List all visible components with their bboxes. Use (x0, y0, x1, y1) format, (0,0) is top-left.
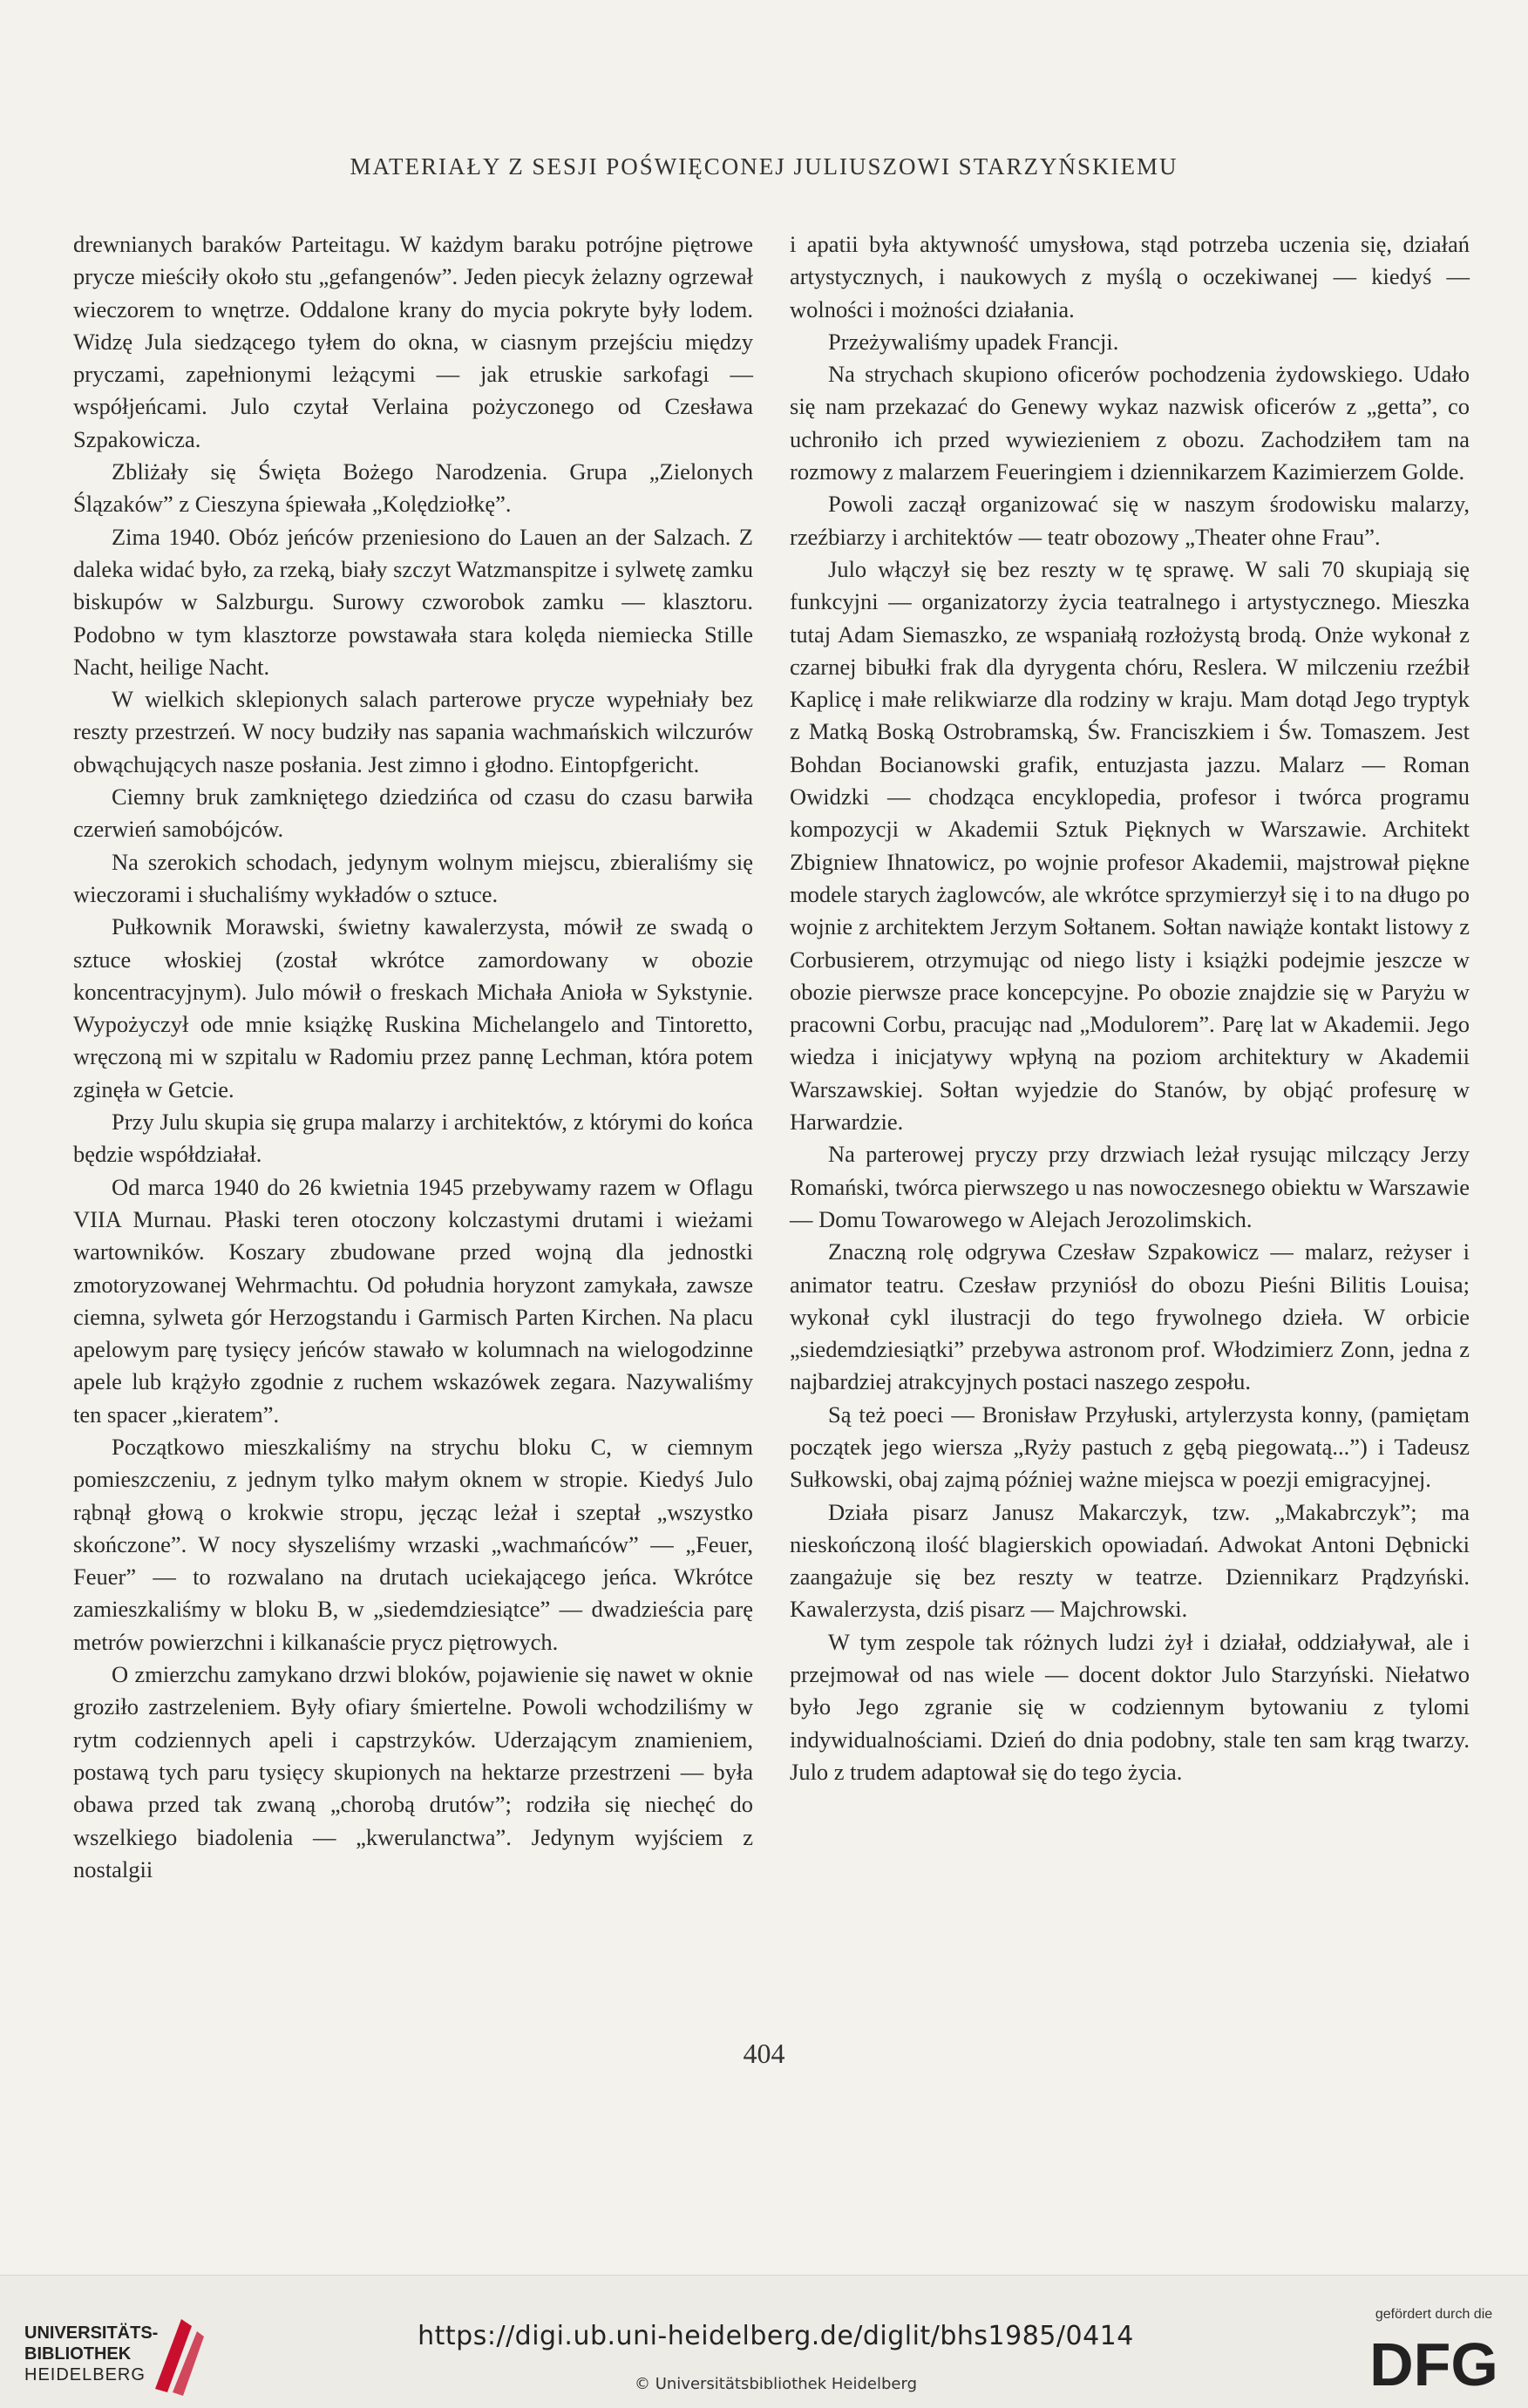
paragraph: Działa pisarz Janusz Makarczyk, tzw. „Makabrczyk”; ma nieskończoną ilość blagierskich opowiadań. Adwokat Antoni Dębnicki zaangażuje się bez reszty w teatrze. Dziennikarz Prądzyński. Kawalerzysta, dziś pisarz — Majchrowski. (790, 1498, 1470, 1623)
paragraph: Julo włączył się bez reszty w tę sprawę. W sali 70 skupiają się funkcyjni — organizatorzy życia teatralnego i artystycznego. Mieszka tutaj Adam Siemaszko, ze wspaniałą rozłożystą brodą. Onże wykonał z czarnej bibułki frak dla dyrygenta chóru, Reslera. W milczeniu rzeźbił Kaplicę i małe relikwiarze dla rodziny w kraju. Mam dotąd Jego tryptyk z Matką Boską Ostrobramską, Św. Franciszkiem i Św. Tomaszem. Jest Bohdan Bocianowski grafik, entuzjasta jazzu. Malarz — Roman Owidzki — chodząca encyklopedia, profesor i twórca programu kompozycji w Akademii Sztuk Pięknych w Warszawie. Architekt Zbigniew Ihnatowicz, po wojnie profesor Akademii, majstrował piękne modele starych żaglowców, ale wkrótce sprzymierzył się i to na długo po wojnie z architektem Jerzym Sołtanem. Sołtan nawiąże kontakt listowy z Corbusierem, otrzymując od niego listy i książki podejmie jeszcze w obozie pierwsze prace koncepcyjne. Po obozie znajdzie się w Paryżu w pracowni Corbu, pracując nad „Modulorem”. Parę lat w Akademii. Jego wiedza i inicjatywy wpłyną na poziom architektury w Akademii Warszawskiej. Sołtan wyjedzie do Stanów, by objąć profesurę w Harwardzie. (790, 555, 1470, 1136)
paragraph: Na szerokich schodach, jedynym wolnym miejscu, zbieraliśmy się wieczorami i słuchaliśmy wykładów o sztuce. (73, 848, 753, 907)
funder-note: gefördert durch die (1375, 2307, 1493, 2322)
library-name-line2: BIBLIOTHEK (24, 2344, 132, 2364)
library-emblem-icon (146, 2302, 211, 2398)
paragraph: drewnianych baraków Parteitagu. W każdym baraku potrójne piętrowe prycze mieściły około stu „gefangenów”. Jeden piecyk żelazny ogrzewał wieczorem to wnętrze. Oddalone krany do mycia pokryte były lodem. Widzę Jula siedzącego tyłem do okna, w ciasnym przejściu między pryczami, zapełnionymi leżącymi — jak etruskie sarkofagi — współjeńcami. Julo czytał Verlaina pożyczonego od Czesława Szpakowicza. (73, 231, 753, 452)
page-number: 404 (743, 2038, 785, 2069)
paragraph: Przy Julu skupia się grupa malarzy i architektów, z którymi do końca będzie współdziałał. (73, 1109, 753, 1168)
paragraph: Znaczną rolę odgrywa Czesław Szpakowicz — malarz, reżyser i animator teatru. Czesław przyniósł do obozu Pieśni Bilitis Louisa; wykonał cykl ilustracji do tego frywolnego dzieła. W orbicie „siedemdziesiątki” przebywa astronom prof. Włodzimierz Zonn, jedna z najbardziej atrakcyjnych postaci naszego zespołu. (790, 1238, 1470, 1395)
dfg-logo-text: DFG (1369, 2330, 1498, 2396)
paragraph: Ciemny bruk zamkniętego dziedzińca od czasu do czasu barwiła czerwień samobójców. (73, 783, 753, 843)
paragraph: Powoli zaczął organizować się w naszym środowisku malarzy, rzeźbiarzy i architektów — teatr obozowy „Theater ohne Frau”. (790, 491, 1470, 550)
paragraph: Zbliżały się Święta Bożego Narodzenia. Grupa „Zielonych Ślązaków” z Cieszyna śpiewała „Kolędziołkę”. (73, 458, 753, 518)
viewer-footer (0, 2275, 1528, 2408)
library-name-line1: UNIVERSITÄTS- (24, 2323, 159, 2343)
permalink-url[interactable]: https://digi.ub.uni-heidelberg.de/diglit/bhs1985/0414 (418, 2321, 1134, 2351)
library-name-line3: HEIDELBERG (24, 2365, 146, 2384)
paragraph: Od marca 1940 do 26 kwietnia 1945 przebywamy razem w Oflagu VIIA Murnau. Płaski teren otoczony kolczastymi drutami i wieżami wartowników. Koszary zbudowane przed wojną dla jednostki zmotoryzowanej Wehrmachtu. Od południa horyzont zamykała, zawsze ciemna, sylweta gór Herzogstandu i Garmisch Parten Kirchen. Na placu apelowym parę tysięcy jeńców stawało w kolumnach na wielogodzinne apele lub krążyło zgodnie z ruchem wskazówek zegara. Nazywaliśmy ten spacer „kieratem”. (73, 1173, 753, 1428)
paragraph: O zmierzchu zamykano drzwi bloków, pojawienie się nawet w oknie groziło zastrzeleniem. Były ofiary śmiertelne. Powoli wchodziliśmy w rytm codziennych apeli i capstrzyków. Uderzającym znamieniem, postawą tych paru tysięcy skupionych na hektarze przestrzeni — była obawa przed tak zwaną „chorobą drutów”; rodziła się niechęć do wszelkiego biadolenia — „kwerulanctwa”. Jedynym wyjściem z nostalgii (73, 1661, 753, 1882)
paragraph: i apatii była aktywność umysłowa, stąd potrzeba uczenia się, działań artystycznych, i naukowych z myślą o oczekiwanej — kiedyś — wolności i możności działania. (790, 231, 1470, 322)
paragraph: Przeżywaliśmy upadek Francji. (828, 328, 1119, 355)
left-column (73, 228, 753, 1886)
paragraph: W tym zespole tak różnych ludzi żył i działał, oddziaływał, ale i przejmował od nas wiele — docent doktor Julo Starzyński. Niełatwo było Jego zgranie się w codziennym bytowaniu z tylomi indywidualnościami. Dzień do dnia podobny, stale ten sam krąg twarzy. Julo z trudem adaptował się do tego życia. (790, 1628, 1470, 1785)
running-title: MATERIAŁY Z SESJI POŚWIĘCONEJ JULIUSZOWI STARZYŃSKIEMU (350, 153, 1178, 180)
paragraph: Zima 1940. Obóz jeńców przeniesiono do Lauen an der Salzach. Z daleka widać było, za rzeką, biały szczyt Watzmanspitze i sylwetę zamku biskupów w Salzburgu. Surowy czworobok zamku — klasztoru. Podobno w tym klasztorze powstawała stara kolęda niemiecka Stille Nacht, heilige Nacht. (73, 523, 753, 680)
paragraph: Są też poeci — Bronisław Przyłuski, artylerzysta konny, (pamiętam początek jego wiersza „Ryży pastuch z gębą piegowatą...”) i Tadeusz Sułkowski, obaj zajmą później ważne miejsca w poezji emigracyjnej. (790, 1401, 1470, 1493)
paragraph: Pułkownik Morawski, świetny kawalerzysta, mówił ze swadą o sztuce włoskiej (został wkrótce zamordowany w obozie koncentracyjnym). Julo mówił o freskach Michała Anioła w Sykstynie. Wypożyczył ode mnie książkę Ruskina Michelangelo and Tintoretto, wręczoną mi w szpitalu w Radomiu przez pannę Lechman, która potem zginęła w Getcie. (73, 913, 753, 1102)
paragraph: W wielkich sklepionych salach parterowe prycze wypełniały bez reszty przestrzeń. W nocy budziły nas sapania wachmańskich wilczurów obwąchujących nasze posłania. Jest zimno i głodno. Eintopfgericht. (73, 686, 753, 777)
paragraph: Na strychach skupiono oficerów pochodzenia żydowskiego. Udało się nam przekazać do Genewy wykaz nazwisk oficerów z „getta”, co uchroniło ich przed wywiezieniem z obozu. Zachodziłem tam na rozmowy z malarzem Feueringiem i dziennikarzem Kazimierzem Golde. (790, 361, 1470, 485)
paragraph: Początkowo mieszkaliśmy na strychu bloku C, w ciemnym pomieszczeniu, z jednym tylko małym oknem w stropie. Kiedyś Julo rąbnął głową o krokwie stropu, jęcząc leżał i szeptał „wszystko skończone”. W nocy słyszeliśmy wrzaski „wachmańców” — „Feuer, Feuer” — to rozwalano na drutach uciekającego jeńca. Wkrótce zamieszkaliśmy w bloku B, w „siedemdziesiątce” — dwadzieścia parę metrów powierzchni i kilkanaście prycz piętrowych. (73, 1433, 753, 1655)
copyright-notice: © Universitätsbibliothek Heidelberg (634, 2375, 917, 2393)
paragraph: Na parterowej pryczy przy drzwiach leżał rysując milczący Jerzy Romański, twórca pierwszego u nas nowoczesnego obiektu w Warszawie — Domu Towarowego w Alejach Jerozolimskich. (790, 1141, 1470, 1232)
dfg-logo[interactable] (1355, 2326, 1512, 2396)
right-column (790, 228, 1470, 1788)
